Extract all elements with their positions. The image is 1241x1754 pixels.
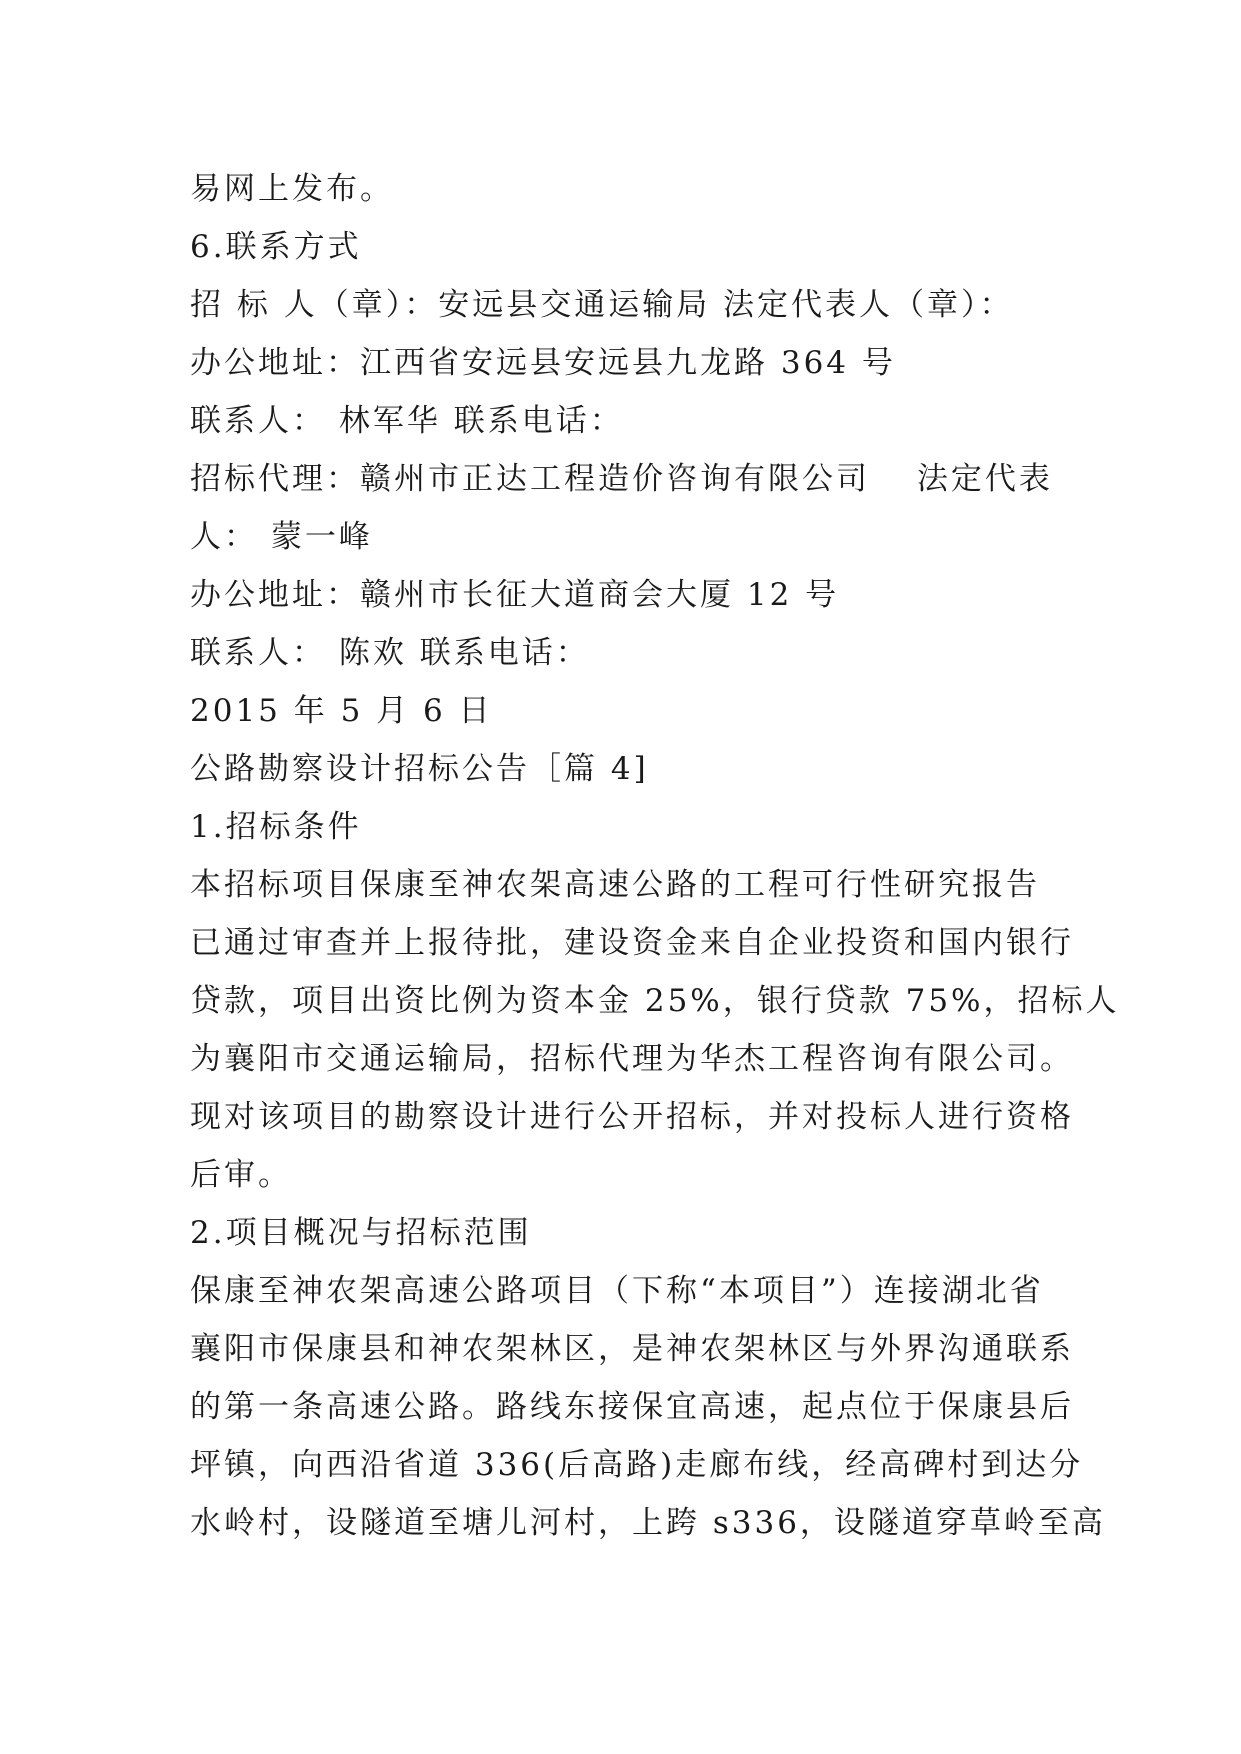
text-line: 办公地址：赣州市长征大道商会大厦 12 号 bbox=[190, 577, 840, 613]
text-line: 襄阳市保康县和神农架林区，是神农架林区与外界沟通联系 bbox=[190, 1331, 1074, 1367]
section-heading: 2.项目概况与招标范围 bbox=[190, 1215, 532, 1251]
text-line: 后审。 bbox=[190, 1157, 292, 1193]
text-line: 已通过审查并上报待批，建设资金来自企业投资和国内银行 bbox=[190, 925, 1074, 961]
text-line: 本招标项目保康至神农架高速公路的工程可行性研究报告 bbox=[190, 867, 1040, 903]
text-line: 人： 蒙一峰 bbox=[190, 519, 373, 555]
text-line: 招 标 人（章）：安远县交通运输局 法定代表人（章）： bbox=[190, 287, 1014, 323]
text-line: 现对该项目的勘察设计进行公开招标，并对投标人进行资格 bbox=[190, 1099, 1074, 1135]
text-line: 的第一条高速公路。路线东接保宜高速，起点位于保康县后 bbox=[190, 1389, 1074, 1425]
text-line: 保康至神农架高速公路项目（下称“本项目”）连接湖北省 bbox=[190, 1273, 1044, 1309]
document-body bbox=[190, 160, 1120, 1552]
document-title: 公路勘察设计招标公告［篇 4] bbox=[190, 751, 649, 787]
text-line: 易网上发布。 bbox=[190, 171, 394, 207]
text-line: 联系人： 陈欢 联系电话： bbox=[190, 635, 590, 671]
section-heading: 6.联系方式 bbox=[190, 229, 362, 265]
text-line: 办公地址：江西省安远县安远县九龙路 364 号 bbox=[190, 345, 896, 381]
text-line: 招标代理：赣州市正达工程造价咨询有限公司 法定代表 bbox=[190, 461, 1053, 497]
text-line: 水岭村，设隧道至塘儿河村，上跨 s336，设隧道穿草岭至高 bbox=[190, 1505, 1106, 1541]
text-line: 为襄阳市交通运输局，招标代理为华杰工程咨询有限公司。 bbox=[190, 1041, 1074, 1077]
date-line: 2015 年 5 月 6 日 bbox=[190, 693, 493, 729]
text-line: 联系人： 林军华 联系电话： bbox=[190, 403, 624, 439]
text-line: 坪镇，向西沿省道 336(后高路)走廊布线，经高碑村到达分 bbox=[190, 1447, 1084, 1483]
section-heading: 1.招标条件 bbox=[190, 809, 362, 845]
text-line: 贷款，项目出资比例为资本金 25%，银行贷款 75%，招标人 bbox=[190, 983, 1120, 1019]
